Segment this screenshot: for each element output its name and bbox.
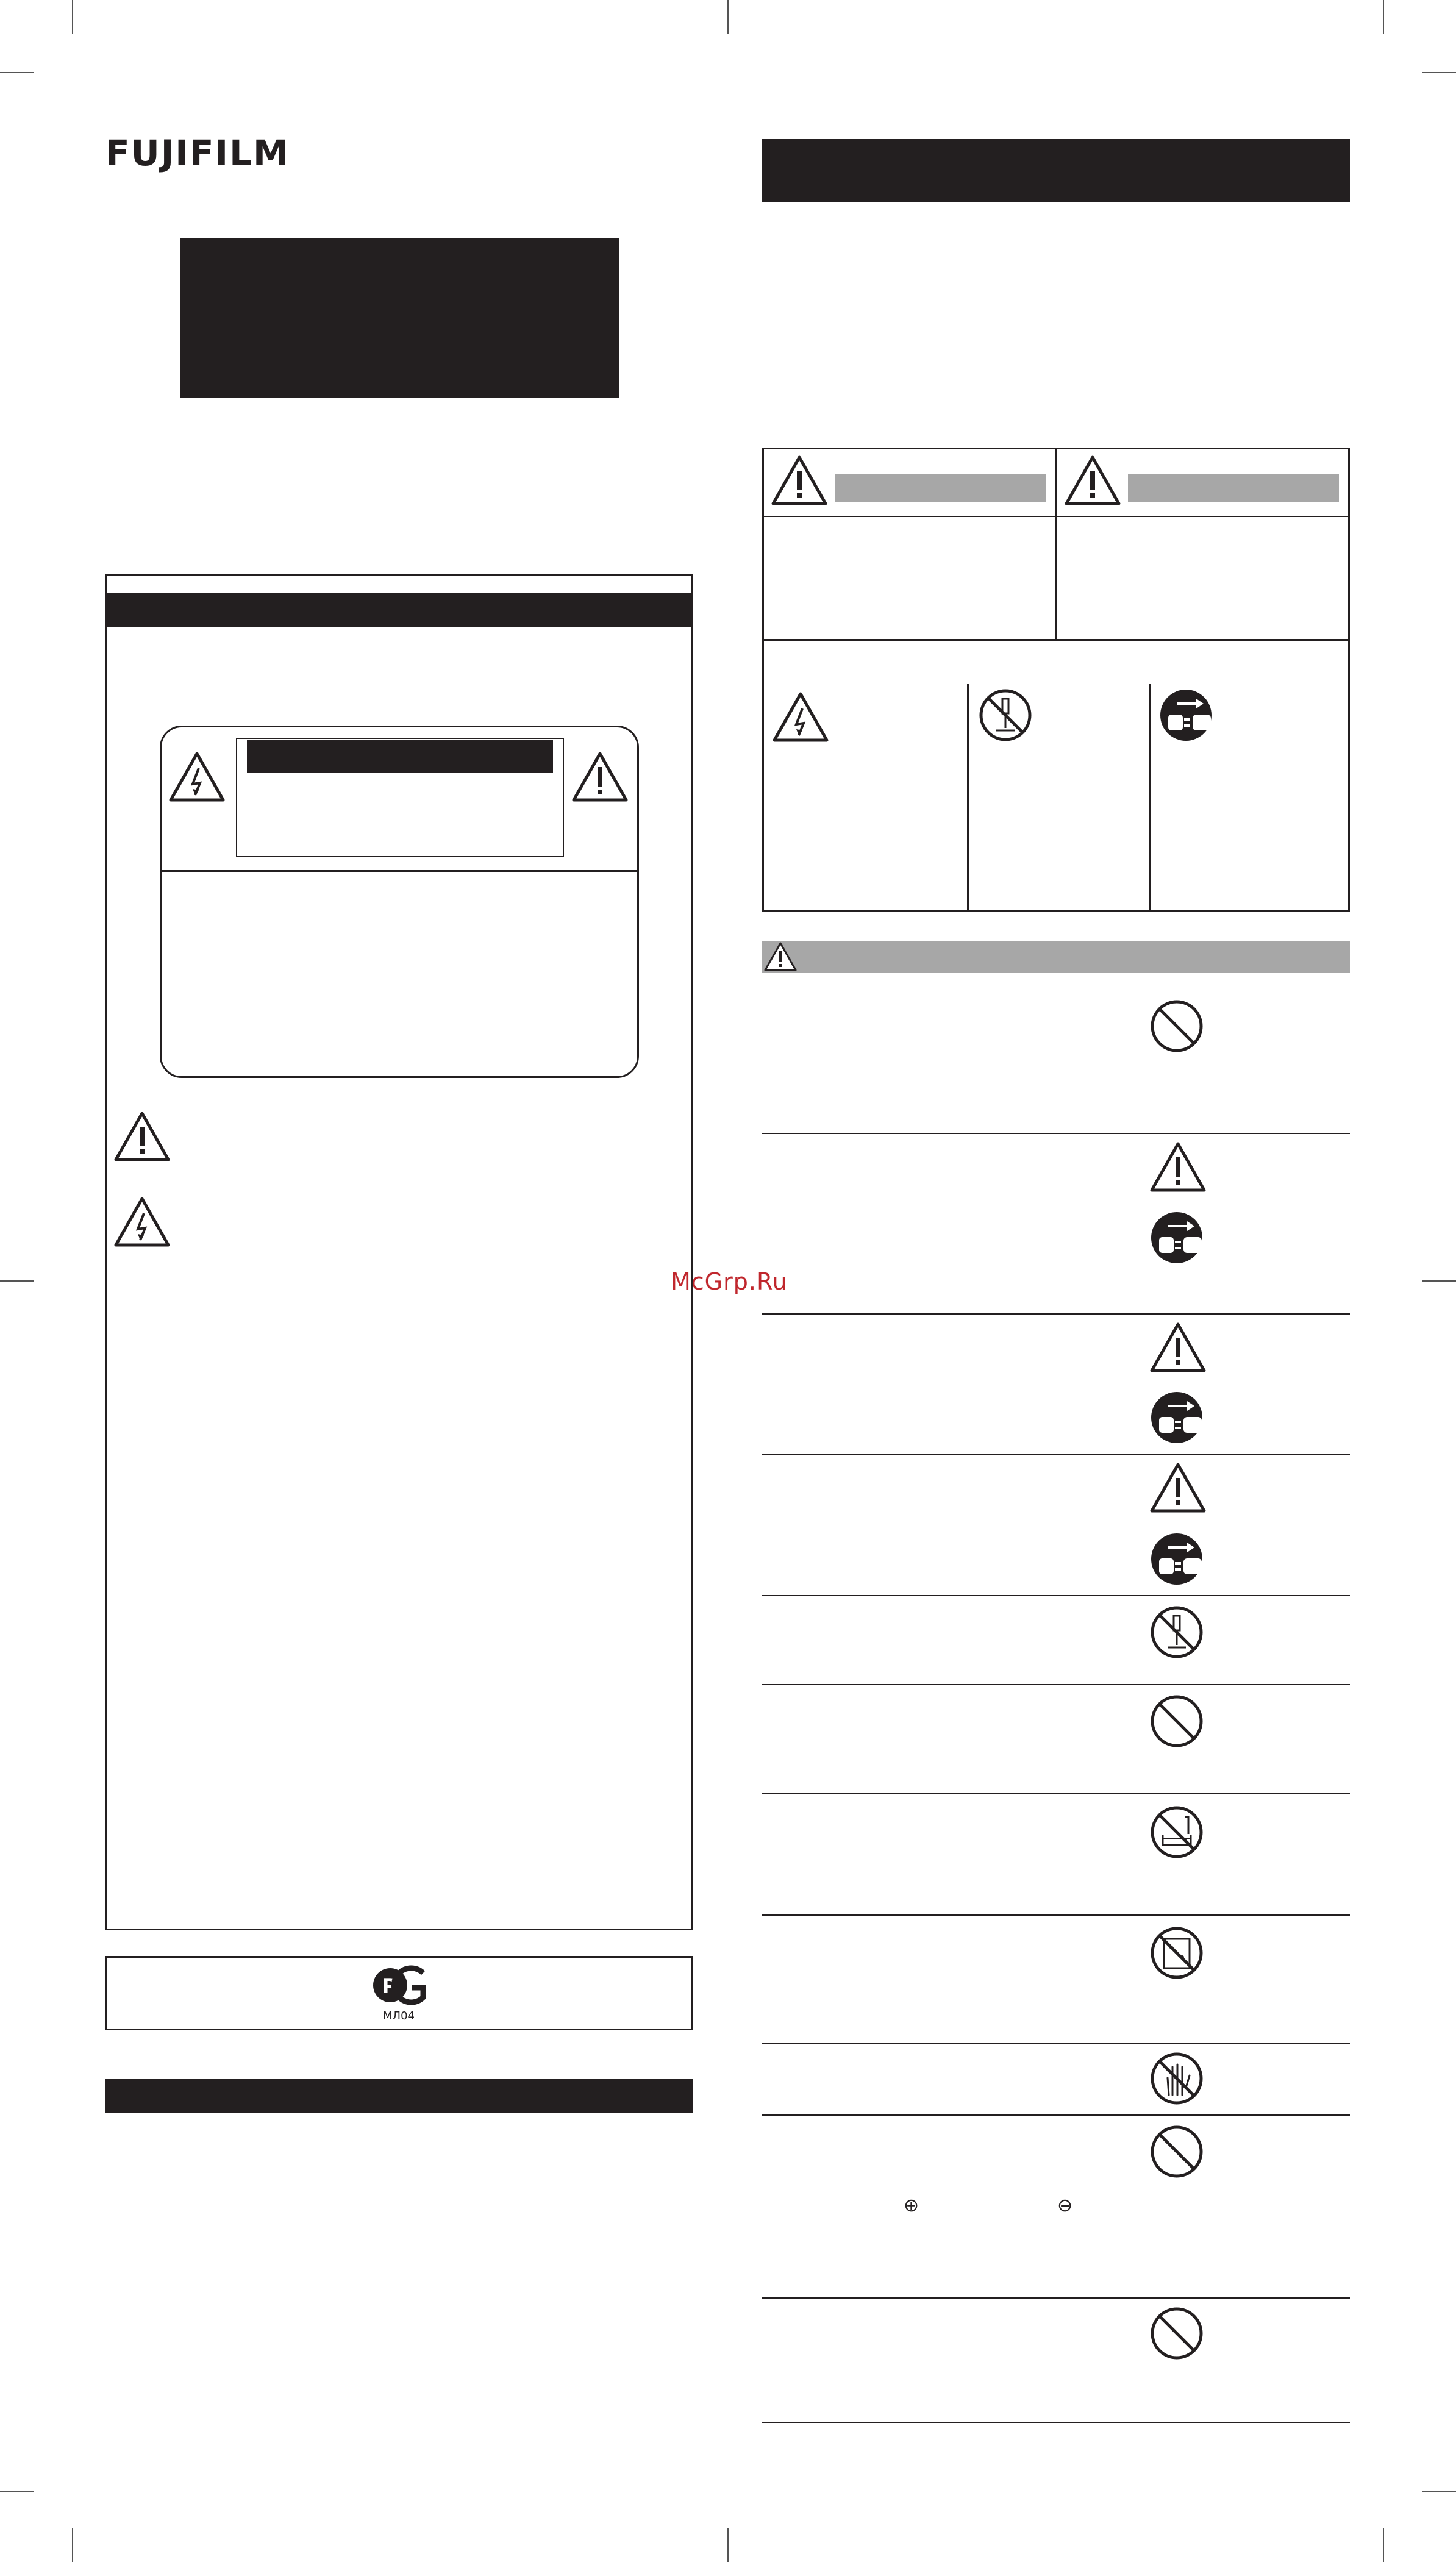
crop-mark bbox=[0, 72, 34, 73]
unplug-power-icon bbox=[1149, 1532, 1204, 1586]
caution-label-bar bbox=[1128, 474, 1339, 502]
row-divider bbox=[762, 1133, 1350, 1134]
prohibited-icon bbox=[1149, 2306, 1204, 2361]
row-divider bbox=[762, 2422, 1350, 2423]
crop-mark bbox=[0, 1280, 34, 1282]
svg-text:P: P bbox=[382, 1974, 397, 1999]
no-water-icon bbox=[1149, 1805, 1204, 1860]
title-block bbox=[180, 238, 619, 398]
warning-triangle-icon bbox=[113, 1111, 171, 1162]
caution-label-header bbox=[247, 740, 553, 773]
crop-mark bbox=[1422, 1280, 1456, 1282]
safety-box-header bbox=[105, 593, 693, 627]
watermark: McGrp.Ru bbox=[671, 1268, 788, 1295]
row-divider bbox=[762, 1313, 1350, 1315]
warning-triangle-icon bbox=[771, 455, 828, 506]
electric-shock-icon bbox=[168, 751, 226, 802]
table-divider bbox=[967, 684, 969, 912]
crop-mark bbox=[727, 2528, 729, 2562]
row-divider bbox=[762, 2114, 1350, 2116]
unplug-power-icon bbox=[1149, 1390, 1204, 1445]
row-divider bbox=[762, 1914, 1350, 1916]
unplug-power-icon bbox=[1149, 1210, 1204, 1265]
warning-triangle-icon bbox=[1064, 455, 1121, 506]
table-divider bbox=[1055, 448, 1057, 640]
crop-mark bbox=[1383, 0, 1384, 34]
no-bathroom-icon bbox=[1149, 1925, 1204, 1980]
warning-triangle-icon bbox=[1149, 1322, 1207, 1373]
row-divider bbox=[762, 1793, 1350, 1794]
table-divider bbox=[1055, 516, 1350, 517]
crop-mark bbox=[727, 0, 729, 34]
warning-triangle-icon bbox=[1149, 1141, 1207, 1193]
prohibited-icon bbox=[1149, 999, 1204, 1054]
certification-code: МЛ04 bbox=[383, 2010, 415, 2022]
table-divider bbox=[762, 516, 1056, 517]
electric-shock-icon bbox=[772, 691, 829, 743]
table-divider bbox=[1149, 684, 1151, 912]
crop-mark bbox=[72, 0, 73, 34]
row-divider bbox=[762, 2043, 1350, 2044]
warning-triangle-icon bbox=[763, 941, 798, 972]
pct-certification-icon bbox=[372, 1964, 427, 2007]
crop-mark bbox=[1422, 72, 1456, 73]
caution-label-divider bbox=[160, 870, 639, 872]
fujifilm-logo: FUJIFILM bbox=[105, 132, 290, 174]
warning-label-bar bbox=[835, 474, 1046, 502]
row-divider bbox=[762, 1454, 1350, 1455]
warning-triangle-icon bbox=[571, 751, 629, 802]
plus-terminal-symbol: ⊕ bbox=[904, 2195, 919, 2216]
crop-mark bbox=[0, 2491, 34, 2492]
table-divider bbox=[762, 639, 1350, 641]
crop-mark bbox=[1422, 2491, 1456, 2492]
row-divider bbox=[762, 2297, 1350, 2299]
do-not-disassemble-icon bbox=[978, 688, 1033, 743]
warning-section-header bbox=[762, 941, 1350, 973]
warning-triangle-icon bbox=[1149, 1462, 1207, 1513]
prohibited-icon bbox=[1149, 1694, 1204, 1749]
safety-title-bar bbox=[762, 139, 1350, 202]
unplug-power-icon bbox=[1158, 688, 1213, 743]
row-divider bbox=[762, 1684, 1350, 1685]
do-not-disassemble-icon bbox=[1149, 1605, 1204, 1660]
section-header-bar bbox=[105, 2079, 693, 2113]
row-divider bbox=[762, 1595, 1350, 1596]
minus-terminal-symbol: ⊖ bbox=[1057, 2195, 1073, 2216]
do-not-touch-icon bbox=[1149, 2051, 1204, 2106]
crop-mark bbox=[72, 2528, 73, 2562]
crop-mark bbox=[1383, 2528, 1384, 2562]
prohibited-icon bbox=[1149, 2124, 1204, 2179]
electric-shock-icon bbox=[113, 1196, 171, 1247]
